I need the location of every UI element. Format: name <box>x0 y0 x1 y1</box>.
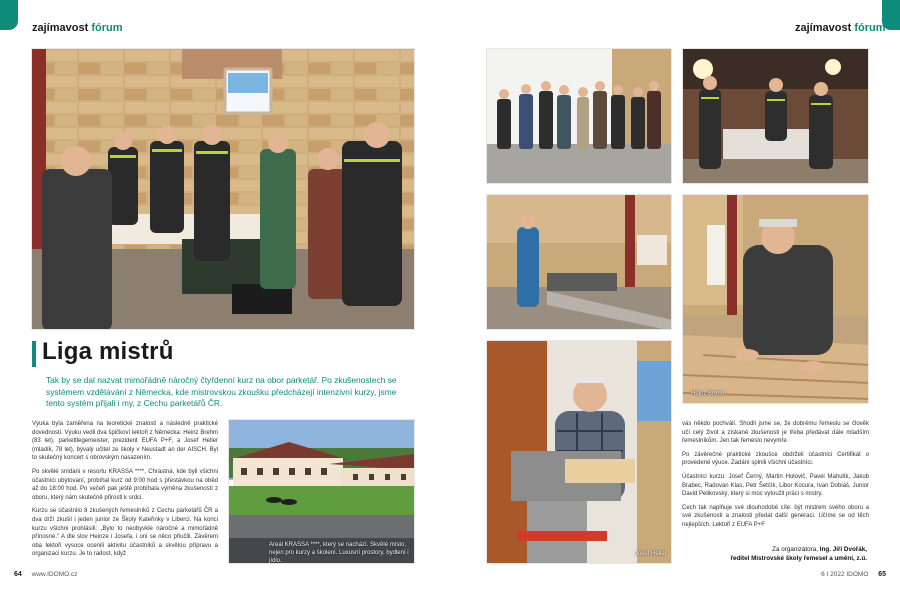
article-column-1 <box>32 420 218 564</box>
page-number-left: 64 <box>14 571 22 578</box>
heinz-brehm-photo <box>682 194 869 404</box>
section-header-right <box>795 22 885 34</box>
josef-heller-photo <box>486 340 672 564</box>
footer-left <box>14 571 77 578</box>
article-signature <box>667 546 867 564</box>
paragraph: Výuka byla zaměřena na teoretické znalosti a následně praktické dovednosti. Výuku vedli dva špičkoví lektoři z Německa: Heinz Brehm (83 let), parkettlegemeister, prezident EUFA P+F, a Josef Heller (mladík, 78 let), bývalý učitel ze školy v Neustadt an der AISCH. Byl to skutečný koncert s obrovským nasazením. <box>32 421 218 462</box>
heinz-photo-caption: Heinz Brehm <box>691 391 726 397</box>
signature-label: Za organizátora, <box>772 546 818 553</box>
title-accent-bar <box>32 341 36 367</box>
section-header-left <box>32 22 122 34</box>
josef-photo-caption: Josef Heller <box>635 551 667 557</box>
website-link[interactable]: www.IDOMO.cz <box>31 571 78 578</box>
section-accent: fórum <box>91 22 123 34</box>
paragraph: Cech tak naplňuje své dlouhodobé cíle: být mistrem svého oboru a své zkušenosti a znalosti předat další generaci. Učíme se od těch nejlepších. Lektoři z EUFA P+F <box>682 504 869 528</box>
paragraph: Účastníci kurzu: Josef Černý, Martin Holovič, Pavel Mahulík, Jakub Brabec, Radovan Klas, Petr Šetčík, Libor Kocura, Ivan Dobiáš, Junior David Pelikovský, který si moc vytoužil práci s mistry. <box>682 473 869 498</box>
issue-label: 6 I 2022 IDOMO <box>821 571 869 578</box>
article-column-3 <box>682 420 869 535</box>
workshop-interior-photo <box>682 48 869 184</box>
paragraph: Kurzu se účastnilo 8 zkušených řemeslníků z Cechu parketářů ČR a dva drží zkušil i jeden junior ze Školy Kateřinky v Liberci. Na konci kurzu všichni prohlásili: „Bylo to neobyvkle náročné a mimořádně přínosné." A dle slov Heinze i Josefa, i oni se něco přiučili. Závěrem oba lektoři vysoce ocenili aktivitu účastníků a skvělou přípravu a organizaci kurzu. Je to radost, když <box>32 508 218 558</box>
section-label: zajímavost <box>795 22 852 34</box>
saw-demonstration-photo <box>486 194 672 330</box>
article-lead: Tak by se dal nazvat mimořádně náročný čtyřdenní kurz na obor parketář. Po zkušenostech se systémem vzdělávání z Německa, kde mistrovskou zkoušku předcházejí intenzivní kurzy, jsme tento systém přijali i my, z Cechu parketářů ČR. <box>46 375 397 409</box>
footer-right <box>821 571 886 578</box>
section-accent: fórum <box>854 22 886 34</box>
section-label: zajímavost <box>32 22 89 34</box>
resort-photo-caption: Areál KRASSA ****, který se nachází. Skvělé místo, nejen pro kurzy a školení. Luxusní prostory, bydlení i jídlo. <box>269 542 409 564</box>
main-workshop-photo <box>31 48 415 330</box>
resort-photo <box>228 419 415 564</box>
page-corner-tab-left <box>0 0 18 30</box>
signature-name: Ing. Jiří Dvořák, <box>819 546 867 553</box>
page-number-right: 65 <box>878 571 886 578</box>
paragraph: vás někdo pochválí. Shodli jsme se, že dobrému řemeslu se člověk učí celý život a získané zkušenosti je třeba předávat dále mladším řemeslníkům. Jen tak řemeslo nevymře. <box>682 421 869 445</box>
group-photo <box>486 48 672 184</box>
signature-role: ředitel Mistrovské školy řemesel a umění, z.ú. <box>730 554 867 562</box>
article-title: Liga mistrů <box>42 338 174 365</box>
paragraph: Po skvělé snídani v resortu KRASSA ****, Chrastná, kde byli všichni účastníci ubytovaní, probíhal kurz od 9:00 hod s přestávkou na oběd až do 18:00 hod. Po večeři pak ještě probíhala výměna zkušeností z oboru, který nám skutečně přirostl k srdci. <box>32 468 218 501</box>
paragraph: Po závěrečné praktické zkoušce obdrželi účastníci Certifikát o provedené výuce. Zadání splnili všichni účastníci. <box>682 451 869 467</box>
